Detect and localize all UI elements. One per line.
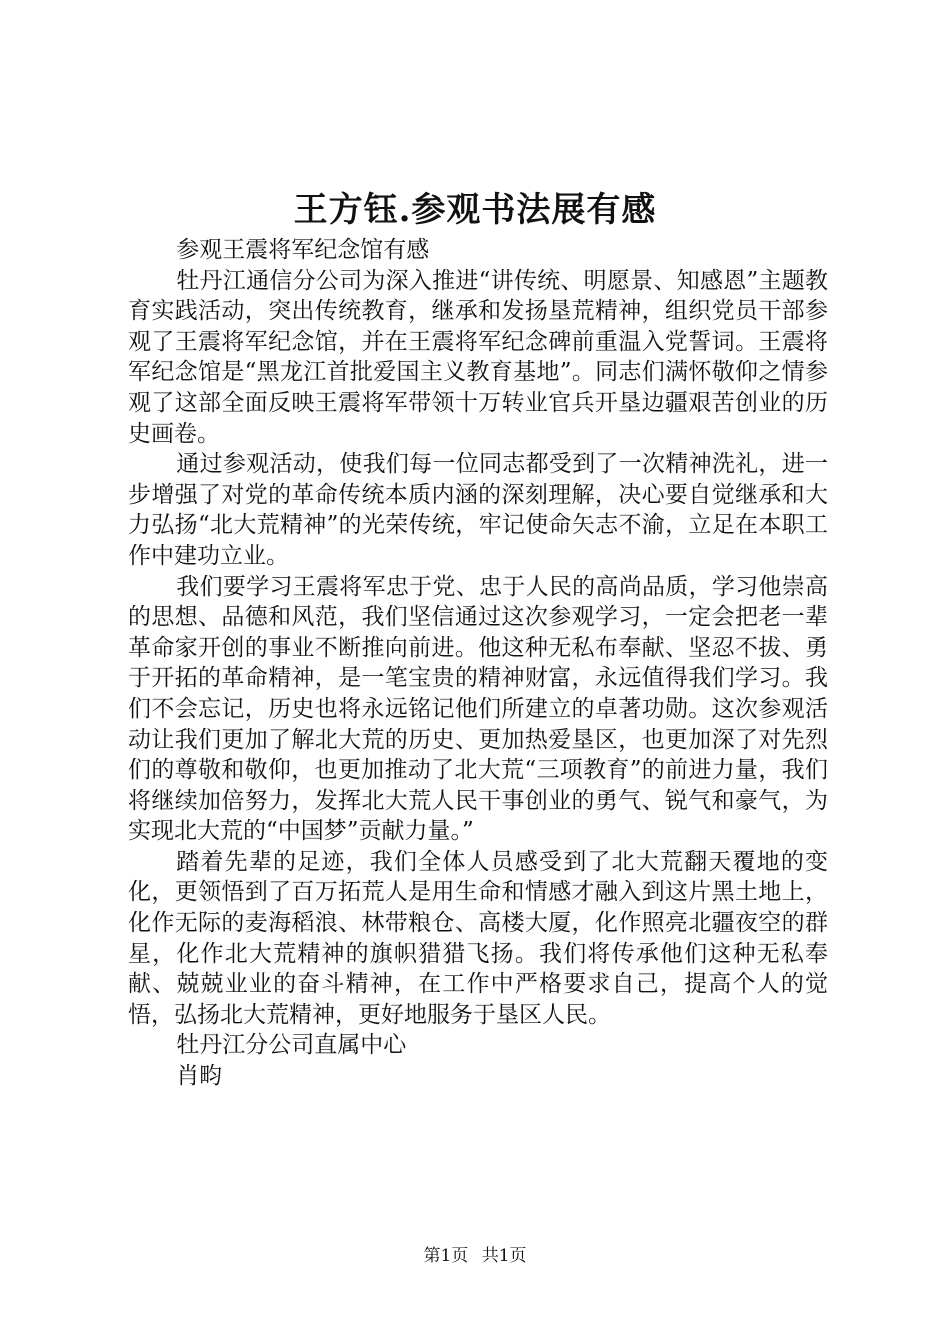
document-title: 王方钰.参观书法展有感 [293, 190, 657, 230]
signature-author: 肖畇 [176, 1063, 223, 1090]
signature-organization: 牡丹江分公司直属中心 [176, 1032, 407, 1059]
page-total: 共1页 [481, 1246, 527, 1266]
paragraph-3: 我们要学习王震将军忠于党、忠于人民的高尚品质，学习他崇高的思想、品德和风范，我们坚信通过这次参观学习，一定会把老一辈革命家开创的事业不断推向前进。他这种无私布奉献、坚忍不拔、勇于开拓的革命精神，是一笔宝贵的精神财富，永远值得我们学习。我们不会忘记，历史也将永远铭记他们所建立的卓著功勋。这次参观活动让我们更加了解北大荒的历史、更加热爱垦区，也更加深了对先烈们的尊敬和敬仰，也更加推动了北大荒“三项教育”的前进力量，我们将继续加倍努力，发挥北大荒人民干事创业的勇气、锐气和豪气，为实现北大荒的“中国梦”贡献力量。” [128, 573, 828, 845]
paragraph-1: 牡丹江通信分公司为深入推进“讲传统、明愿景、知感恩”主题教育实践活动，突出传统教育，继承和发扬垦荒精神，组织党员干部参观了王震将军纪念馆，并在王震将军纪念碑前重温入党誓词。王震将军纪念馆是“黑龙江首批爱国主义教育基地”。同志们满怀敬仰之情参观了这部全面反映王震将军带领十万转业官兵开垦边疆艰苦创业的历史画卷。 [128, 267, 828, 447]
document-subtitle: 参观王震将军纪念馆有感 [176, 237, 430, 263]
page-number: 第1页 [423, 1246, 469, 1266]
page-footer [0, 1244, 950, 1268]
paragraph-4: 踏着先辈的足迹，我们全体人员感受到了北大荒翻天覆地的变化，更领悟到了百万拓荒人是用生命和情感才融入到这片黑土地上，化作无际的麦海稻浪、林带粮仓、高楼大厦，化作照亮北疆夜空的群星，化作北大荒精神的旗帜猎猎飞扬。我们将传承他们这种无私奉献、兢兢业业的奋斗精神，在工作中严格要求自己，提高个人的觉悟，弘扬北大荒精神，更好地服务于垦区人民。 [128, 848, 828, 1028]
paragraph-2: 通过参观活动，使我们每一位同志都受到了一次精神洗礼，进一步增强了对党的革命传统本质内涵的深刻理解，决心要自觉继承和大力弘扬“北大荒精神”的光荣传统，牢记使命矢志不渝，立足在本职工作中建功立业。 [128, 451, 828, 569]
document-body [128, 235, 828, 1092]
